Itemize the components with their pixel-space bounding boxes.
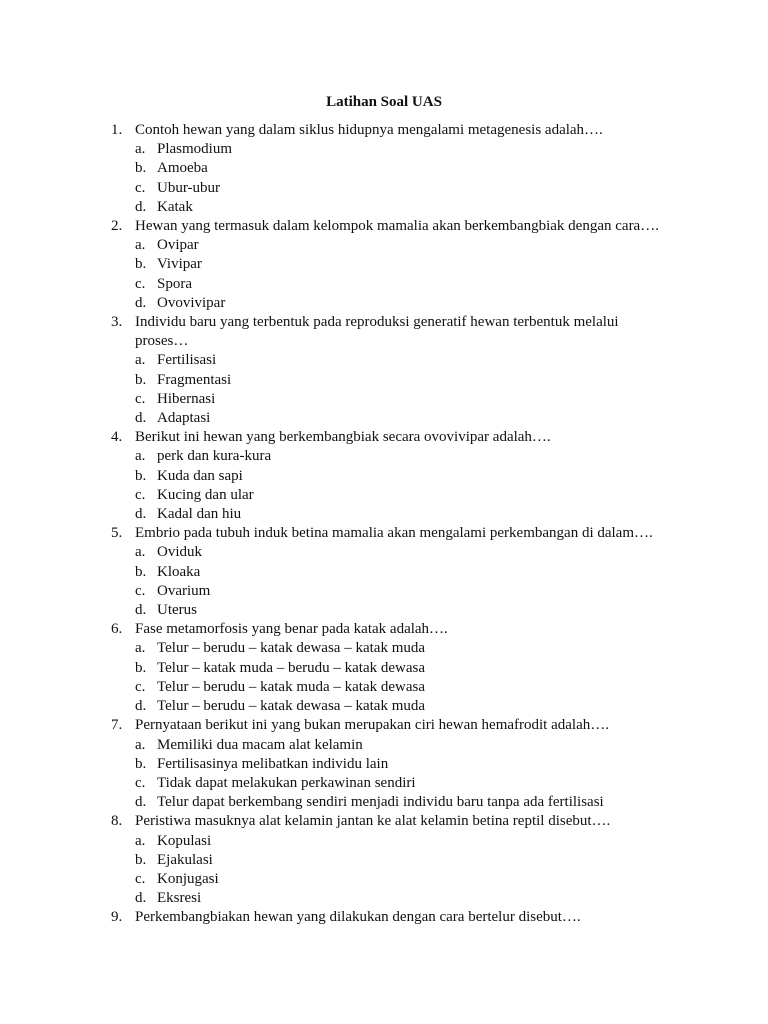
answer-option-2-b — [135, 255, 671, 274]
question-number: 2. — [111, 218, 123, 235]
question-list — [111, 121, 671, 928]
option-text: Fertilisasi — [157, 352, 217, 369]
question-number: 5. — [111, 525, 123, 542]
option-text: Ovovivipar — [157, 294, 226, 311]
option-letter: c. — [135, 275, 146, 292]
option-text: Hibernasi — [157, 390, 216, 407]
answer-option-2-a — [135, 236, 671, 255]
question-text: Embrio pada tubuh induk betina mamalia akan mengalami perkembangan di dalam…. — [135, 525, 653, 542]
option-text: Oviduk — [157, 544, 202, 561]
option-letter: c. — [135, 486, 146, 503]
option-text: Tidak dapat melakukan perkawinan sendiri — [157, 774, 416, 791]
option-text: Ovarium — [157, 582, 211, 599]
option-text: Eksresi — [157, 890, 202, 907]
option-text: Telur – katak muda – berudu – katak dewasa — [157, 659, 426, 676]
question-number: 3. — [111, 314, 123, 331]
answer-option-3-c — [135, 390, 671, 409]
answer-option-5-d — [135, 601, 671, 620]
option-list — [135, 236, 671, 313]
answer-option-8-c — [135, 870, 671, 889]
option-text: Telur – berudu – katak dewasa – katak muda — [157, 640, 426, 657]
answer-option-7-a — [135, 736, 671, 755]
option-text: Fragmentasi — [157, 371, 232, 388]
option-letter: b. — [135, 467, 147, 484]
question-text: Pernyataan berikut ini yang bukan merupakan ciri hewan hemafrodit adalah…. — [135, 717, 609, 734]
option-letter: d. — [135, 198, 147, 215]
answer-option-7-c — [135, 774, 671, 793]
option-letter: d. — [135, 506, 147, 523]
option-text: Telur – berudu – katak dewasa – katak muda — [157, 698, 426, 715]
answer-option-4-c — [135, 486, 671, 505]
option-list — [135, 140, 671, 217]
answer-option-1-a — [135, 140, 671, 159]
option-letter: b. — [135, 659, 147, 676]
question-number: 8. — [111, 813, 123, 830]
question-item-2 — [111, 217, 671, 313]
option-text: Kucing dan ular — [157, 486, 254, 503]
question-number: 1. — [111, 122, 123, 138]
answer-option-7-d — [135, 793, 671, 812]
option-letter: d. — [135, 294, 147, 311]
page-title: Latihan Soal UAS — [326, 94, 442, 110]
option-text: perk dan kura-kura — [157, 448, 272, 465]
option-letter: a. — [135, 352, 146, 369]
answer-option-8-b — [135, 851, 671, 870]
question-text: Peristiwa masuknya alat kelamin jantan ke alat kelamin betina reptil disebut…. — [135, 813, 611, 830]
option-letter: c. — [135, 179, 146, 196]
answer-option-1-d — [135, 198, 671, 217]
question-number: 9. — [111, 909, 123, 926]
answer-option-3-a — [135, 351, 671, 370]
option-text: Amoeba — [157, 160, 208, 177]
question-number: 7. — [111, 717, 123, 734]
option-list — [135, 736, 671, 813]
option-letter: b. — [135, 563, 147, 580]
option-letter: d. — [135, 602, 147, 619]
option-list — [135, 351, 671, 428]
option-letter: c. — [135, 582, 146, 599]
option-letter: a. — [135, 640, 146, 657]
question-text: Perkembangbiakan hewan yang dilakukan dengan cara bertelur disebut…. — [135, 909, 581, 926]
answer-option-5-b — [135, 563, 671, 582]
answer-option-3-b — [135, 371, 671, 390]
answer-option-6-d — [135, 697, 671, 716]
option-letter: b. — [135, 851, 147, 868]
option-text: Uterus — [157, 602, 197, 619]
option-list — [135, 447, 671, 524]
option-text: Telur – berudu – katak muda – katak dewasa — [157, 678, 426, 695]
answer-option-4-b — [135, 467, 671, 486]
option-letter: a. — [135, 237, 146, 254]
option-letter: b. — [135, 256, 147, 273]
answer-option-7-b — [135, 755, 671, 774]
option-letter: b. — [135, 371, 147, 388]
option-letter: d. — [135, 794, 147, 811]
option-letter: d. — [135, 890, 147, 907]
question-text: Fase metamorfosis yang benar pada katak adalah…. — [135, 621, 448, 638]
question-number: 6. — [111, 621, 123, 638]
question-item-8 — [111, 812, 671, 908]
option-letter: b. — [135, 755, 147, 772]
option-letter: c. — [135, 678, 146, 695]
answer-option-6-c — [135, 678, 671, 697]
answer-option-8-d — [135, 889, 671, 908]
question-text: Contoh hewan yang dalam siklus hidupnya mengalami metagenesis adalah…. — [135, 122, 603, 138]
option-text: Ubur-ubur — [157, 179, 221, 196]
option-list — [135, 639, 671, 716]
option-letter: c. — [135, 774, 146, 791]
question-text: Individu baru yang terbentuk pada reproduksi generatif hewan terbentuk melalui proses… — [135, 314, 619, 350]
option-text: Plasmodium — [157, 141, 233, 158]
option-text: Spora — [157, 275, 192, 292]
answer-option-6-a — [135, 639, 671, 658]
question-item-7 — [111, 716, 671, 812]
option-text: Kloaka — [157, 563, 201, 580]
option-letter: a. — [135, 544, 146, 561]
option-text: Ovipar — [157, 237, 199, 254]
answer-option-3-d — [135, 409, 671, 428]
option-text: Kadal dan hiu — [157, 506, 242, 523]
answer-option-1-c — [135, 179, 671, 198]
option-letter: a. — [135, 141, 146, 158]
option-text: Kopulasi — [157, 832, 212, 849]
option-list — [135, 832, 671, 909]
question-item-5 — [111, 524, 671, 620]
option-letter: d. — [135, 698, 147, 715]
option-letter: c. — [135, 390, 146, 407]
question-text: Berikut ini hewan yang berkembangbiak secara ovovivipar adalah…. — [135, 429, 551, 446]
answer-option-5-c — [135, 582, 671, 601]
question-text: Hewan yang termasuk dalam kelompok mamalia akan berkembangbiak dengan cara…. — [135, 218, 659, 235]
answer-option-5-a — [135, 543, 671, 562]
option-text: Memiliki dua macam alat kelamin — [157, 736, 363, 753]
option-letter: a. — [135, 832, 146, 849]
question-item-3 — [111, 313, 671, 428]
option-letter: d. — [135, 410, 147, 427]
answer-option-8-a — [135, 832, 671, 851]
option-text: Ejakulasi — [157, 851, 213, 868]
option-text: Konjugasi — [157, 870, 219, 887]
answer-option-1-b — [135, 159, 671, 178]
option-text: Adaptasi — [157, 410, 211, 427]
option-list — [135, 543, 671, 620]
option-text: Vivipar — [157, 256, 202, 273]
answer-option-6-b — [135, 659, 671, 678]
question-number: 4. — [111, 429, 123, 446]
option-text: Fertilisasinya melibatkan individu lain — [157, 755, 389, 772]
answer-option-2-c — [135, 275, 671, 294]
option-letter: a. — [135, 736, 146, 753]
question-item-6 — [111, 620, 671, 716]
question-item-9 — [111, 908, 671, 927]
option-letter: c. — [135, 870, 146, 887]
answer-option-2-d — [135, 294, 671, 313]
answer-option-4-d — [135, 505, 671, 524]
option-text: Katak — [157, 198, 193, 215]
option-letter: a. — [135, 448, 146, 465]
option-text: Kuda dan sapi — [157, 467, 243, 484]
answer-option-4-a — [135, 447, 671, 466]
option-text: Telur dapat berkembang sendiri menjadi individu baru tanpa ada fertilisasi — [157, 794, 604, 811]
option-letter: b. — [135, 160, 147, 177]
question-item-1 — [111, 121, 671, 217]
question-item-4 — [111, 428, 671, 524]
